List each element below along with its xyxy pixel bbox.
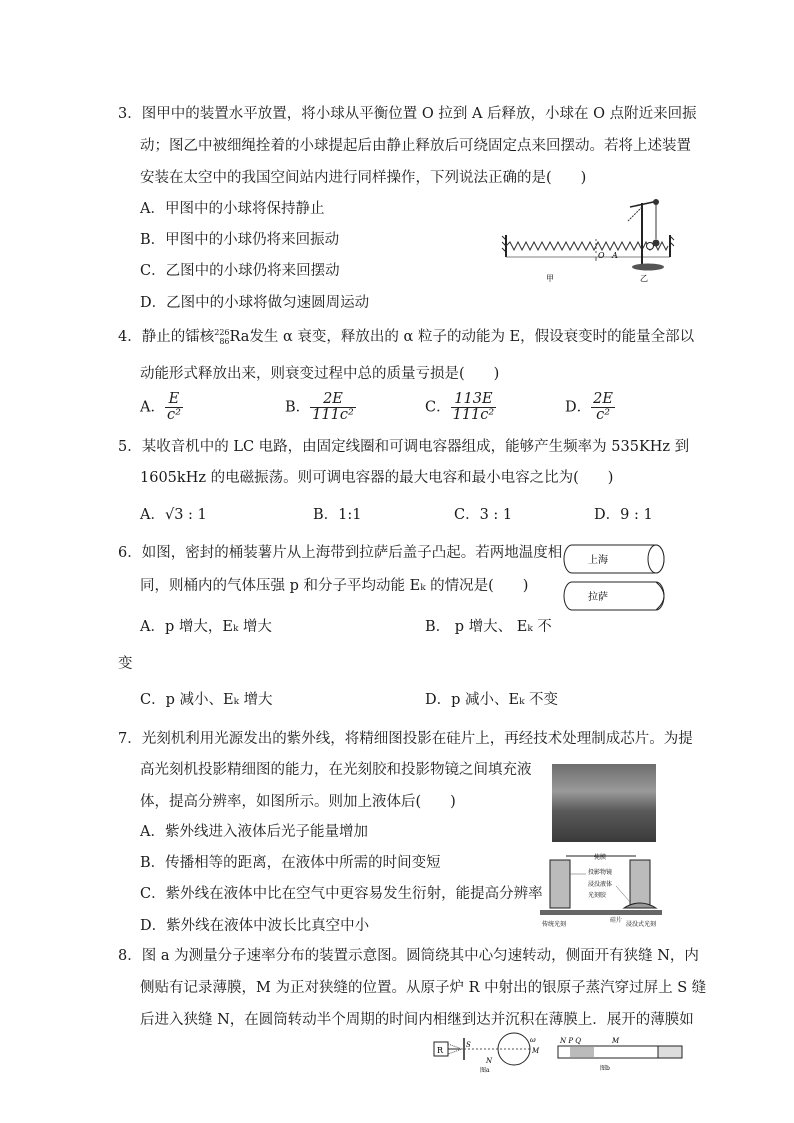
q4-line1-pre: 4．静止的镭核 — [118, 329, 215, 345]
q3-line1: 3．图甲中的装置水平放置，将小球从平衡位置 O 拉到 A 后释放，小球在 O 点附近来回振 — [118, 106, 697, 122]
q8-line3: 后进入狭缝 N，在圆筒转动半个周期的时间内相继到达并沉积在薄膜上．展开的薄膜如 — [140, 1012, 694, 1028]
q6-option-d: D．p 减小、Eₖ 不变 — [425, 692, 558, 708]
q4-option-a — [140, 392, 183, 423]
point-a-label: A — [612, 251, 618, 260]
q8-line2: 侧贴有记录薄膜，M 为正对狭缝的位置。从原子炉 R 中射出的银原子蒸汽穿过屏上 S 缝 — [140, 980, 707, 996]
q4-line1-post: 发生 α 衰变，释放出的 α 粒子的动能为 E，假设衰变时的能量全部以 — [249, 329, 695, 345]
q3-option-c: C．乙图中的小球仍将来回摆动 — [140, 263, 340, 279]
figure-b-film — [556, 1034, 686, 1074]
q7-option-d: D．紫外线在液体中波长比真空中小 — [140, 918, 370, 934]
q7-line2: 高光刻机投影精细图的能力，在光刻胶和投影物镜之间填充液 — [140, 762, 532, 778]
figure-jia-caption: 甲 — [546, 274, 554, 283]
can-shanghai-label: 上海 — [588, 555, 608, 566]
omega-label: ω — [530, 1036, 536, 1044]
q6-option-a: A．p 增大，Eₖ 增大 — [140, 619, 272, 635]
q5-option-b: B．1:1 — [313, 507, 362, 523]
film-npq-labels: N P Q — [560, 1037, 582, 1045]
lens-label: 投影物镜 — [588, 869, 613, 876]
photoresist-label: 光刻胶 — [588, 892, 607, 899]
spring-oscillator-diagram — [502, 235, 674, 283]
q4-option-c-numerator: 113E — [451, 392, 497, 408]
q8-line1: 8．图 a 为测量分子速率分布的装置示意图。圆筒绕其中心匀速转动，侧面开有狭缝 N，内 — [118, 948, 699, 964]
nuclide-atomic-number: 86 — [219, 337, 230, 346]
q6-option-b-wrap: 变 — [118, 656, 133, 672]
conventional-lithography-label: 传统光刻 — [542, 921, 567, 928]
point-o-label: O — [598, 251, 605, 260]
q5-option-c: C．3 : 1 — [454, 507, 513, 523]
can-shanghai — [564, 545, 664, 573]
q4-option-d-label: D． — [565, 399, 592, 416]
q4-option-d-denominator: c² — [596, 407, 611, 423]
q4-option-b-denominator: 111c² — [312, 407, 354, 423]
slit-n-label: N — [486, 1057, 493, 1065]
q3-option-b: B．甲图中的小球仍将来回振动 — [140, 232, 340, 248]
film-m-label: M — [612, 1037, 620, 1045]
q3-figure — [500, 195, 680, 287]
q4-option-c-label: C． — [425, 399, 451, 416]
q3-line3: 安装在太空中的我国空间站内进行同样操作，下列说法正确的是( ) — [140, 170, 587, 186]
figure-yi-caption: 乙 — [640, 274, 648, 283]
q4-option-c-denominator: 111c² — [452, 407, 495, 423]
q4-option-c — [425, 392, 496, 423]
q3-option-a: A．甲图中的小球将保持静止 — [140, 201, 325, 217]
q6-line2: 同，则桶内的气体压强 p 和分子平均动能 Eₖ 的情况是( ) — [140, 578, 529, 594]
q5-line1: 5．某收音机中的 LC 电路，由固定线圈和可调电容器组成，能够产生频率为 535KHz 到 — [118, 439, 690, 455]
slit-s-label: S — [466, 1041, 471, 1049]
q7-option-c: C．紫外线在液体中比在空气中更容易发生衍射，能提高分辨率 — [140, 886, 543, 902]
q4-option-a-label: A． — [140, 399, 165, 416]
q5-option-a: A．√3 : 1 — [140, 507, 207, 523]
figure-a-apparatus — [430, 1030, 554, 1074]
q7-option-b: B．传播相等的距离，在液体中所需的时间变短 — [140, 855, 441, 871]
q7-line3: 体，提高分辨率，如图所示。则加上液体后( ) — [140, 794, 456, 810]
q5-line2: 1605kHz 的电磁振荡。则可调电容器的最大电容和最小电容之比为( ) — [140, 470, 614, 486]
q6-line1: 6．如图，密封的桶装薯片从上海带到拉萨后盖子凸起。若两地温度相 — [118, 545, 563, 561]
q5-option-d: D．9 : 1 — [594, 507, 653, 523]
q3-line2: 动；图乙中被细绳拴着的小球提起后由静止释放后可绕固定点来回摆动。若将上述装置 — [140, 138, 691, 154]
nuclide-symbol: Ra — [229, 329, 250, 345]
q4-option-d — [565, 392, 615, 423]
nuclide-mass-number: 226 — [214, 328, 230, 337]
q4-option-d-numerator: 2E — [593, 391, 613, 407]
q6-option-c: C．p 减小、Eₖ 增大 — [140, 692, 273, 708]
q4-option-b — [285, 392, 356, 423]
q4-option-a-numerator: E — [165, 392, 183, 408]
figure-b-caption: 图b — [600, 1065, 610, 1072]
q4-line2: 动能形式释放出来，则衰变过程中总的质量亏损是( ) — [140, 366, 500, 382]
immersion-liquid-label: 浸没液体 — [588, 881, 613, 888]
immersion-lithography-label: 浸没式光刻 — [626, 921, 657, 928]
mask-label: 掩膜 — [594, 854, 607, 861]
lithography-diagram — [536, 850, 666, 930]
reactor-r-label: R — [437, 1046, 444, 1055]
lithography-photo — [552, 764, 656, 842]
q6-option-b: B． p 增大、 Eₖ 不 — [425, 619, 552, 635]
can-lhasa-label: 拉萨 — [588, 592, 608, 603]
q4-option-b-label: B． — [285, 399, 311, 416]
q7-option-a: A．紫外线进入液体后光子能量增加 — [140, 824, 368, 840]
wafer-label: 硅片 — [610, 917, 623, 924]
q4-option-b-numerator: 2E — [310, 392, 356, 408]
q3-option-d: D．乙图中的小球将做匀速圆周运动 — [140, 295, 370, 311]
q4-line1 — [118, 327, 694, 347]
can-lhasa — [564, 582, 664, 610]
q7-line1: 7．光刻机利用光源发出的紫外线，将精细图投影在硅片上，再经技术处理制成芯片。为提 — [118, 731, 693, 747]
q4-option-a-denominator: c² — [166, 407, 181, 423]
q6-figure — [560, 540, 670, 618]
figure-a-caption: 图a — [480, 1067, 490, 1074]
point-m-label: M — [532, 1047, 540, 1055]
